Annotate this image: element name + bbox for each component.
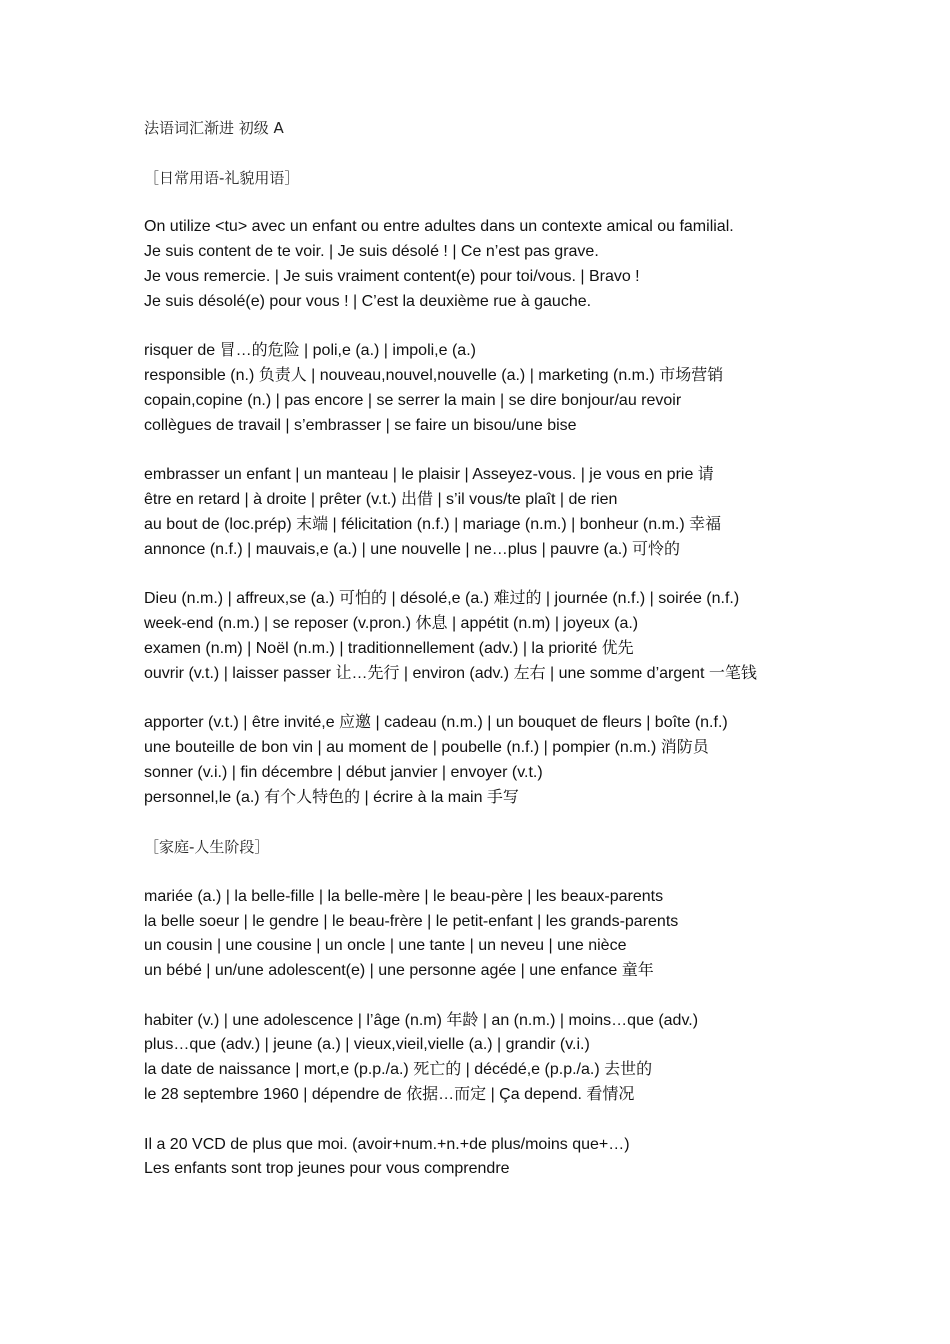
vocab-line: une bouteille de bon vin | au moment de | poubelle (n.f.) | pompier (n.m.) 消防员 bbox=[144, 738, 709, 756]
vocab-line: un bébé | un/une adolescent(e) | une personne agée | une enfance 童年 bbox=[144, 962, 654, 980]
vocab-line: risquer de 冒…的危险 | poli,e (a.) | impoli,e (a.) bbox=[144, 342, 476, 360]
section-heading-family: ［家庭-人生阶段］ bbox=[144, 838, 270, 857]
document-title: 法语词汇渐进 初级 A bbox=[144, 119, 284, 137]
vocab-line: mariée (a.) | la belle-fille | la belle-mère | le beau-père | les beaux-parents bbox=[144, 887, 664, 905]
vocab-line: plus…que (adv.) | jeune (a.) | vieux,vieil,vielle (a.) | grandir (v.i.) bbox=[144, 1036, 590, 1054]
vocab-line: apporter (v.t.) | être invité,e 应邀 | cadeau (n.m.) | un bouquet de fleurs | boîte (n.f.) bbox=[144, 714, 728, 732]
vocab-line: habiter (v.) | une adolescence | l’âge (n.m) 年龄 | an (n.m.) | moins…que (adv.) bbox=[144, 1011, 699, 1029]
vocab-line: annonce (n.f.) | mauvais,e (a.) | une nouvelle | ne…plus | pauvre (a.) 可怜的 bbox=[144, 540, 680, 558]
vocab-line: Dieu (n.m.) | affreux,se (a.) 可怕的 | désolé,e (a.) 难过的 | journée (n.f.) | soirée (n.f.) bbox=[144, 590, 740, 608]
text-line: Les enfants sont trop jeunes pour vous comprendre bbox=[144, 1160, 510, 1178]
spacer bbox=[144, 810, 884, 835]
text-line: Je vous remercie. | Je suis vraiment content(e) pour toi/vous. | Bravo ! bbox=[144, 267, 640, 285]
spacer bbox=[144, 190, 884, 215]
vocab-line: week-end (n.m.) | se reposer (v.pron.) 休息 | appétit (n.m) | joyeux (a.) bbox=[144, 614, 639, 632]
spacer bbox=[144, 1108, 884, 1133]
spacer bbox=[144, 141, 884, 166]
spacer bbox=[144, 314, 884, 339]
vocab-line: un cousin | une cousine | un oncle | une tante | un neveu | une nièce bbox=[144, 937, 627, 955]
vocab-line: la date de naissance | mort,e (p.p./a.) 死亡的 | décédé,e (p.p./a.) 去世的 bbox=[144, 1061, 653, 1079]
vocab-line: personnel,le (a.) 有个人特色的 | écrire à la main 手写 bbox=[144, 788, 519, 806]
vocab-line: ouvrir (v.t.) | laisser passer 让…先行 | environ (adv.) 左右 | une somme d’argent 一笔钱 bbox=[144, 664, 757, 682]
text-line: Je suis désolé(e) pour vous ! | C’est la deuxième rue à gauche. bbox=[144, 292, 592, 310]
spacer bbox=[144, 438, 884, 463]
vocab-line: copain,copine (n.) | pas encore | se serrer la main | se dire bonjour/au revoir bbox=[144, 391, 682, 409]
vocab-line: responsible (n.) 负责人 | nouveau,nouvel,nouvelle (a.) | marketing (n.m.) 市场营销 bbox=[144, 366, 724, 384]
vocab-line: le 28 septembre 1960 | dépendre de 依据…而定 | Ça depend. 看情况 bbox=[144, 1086, 635, 1104]
text-line: On utilize <tu> avec un enfant ou entre adultes dans un contexte amical ou familial. bbox=[144, 218, 734, 236]
text-line: Je suis content de te voir. | Je suis désolé ! | Ce n’est pas grave. bbox=[144, 242, 599, 260]
spacer bbox=[144, 860, 884, 885]
vocab-line: être en retard | à droite | prêter (v.t.) 出借 | s’il vous/te plaît | de rien bbox=[144, 490, 618, 508]
vocab-line: au bout de (loc.prép) 末端 | félicitation (n.f.) | mariage (n.m.) | bonheur (n.m.) 幸福 bbox=[144, 515, 722, 533]
text-line: Il a 20 VCD de plus que moi. (avoir+num.+n.+de plus/moins que+…) bbox=[144, 1135, 630, 1153]
section-heading-politeness: ［日常用语-礼貌用语］ bbox=[144, 168, 300, 187]
document-page bbox=[144, 116, 884, 1182]
vocab-line: la belle soeur | le gendre | le beau-frère | le petit-enfant | les grands-parents bbox=[144, 912, 679, 930]
spacer bbox=[144, 984, 884, 1009]
spacer bbox=[144, 562, 884, 587]
vocab-line: sonner (v.i.) | fin décembre | début janvier | envoyer (v.t.) bbox=[144, 763, 543, 781]
vocab-line: collègues de travail | s’embrasser | se faire un bisou/une bise bbox=[144, 416, 577, 434]
vocab-line: examen (n.m) | Noël (n.m.) | traditionnellement (adv.) | la priorité 优先 bbox=[144, 639, 634, 657]
spacer bbox=[144, 686, 884, 711]
vocab-line: embrasser un enfant | un manteau | le plaisir | Asseyez-vous. | je vous en prie 请 bbox=[144, 466, 714, 484]
